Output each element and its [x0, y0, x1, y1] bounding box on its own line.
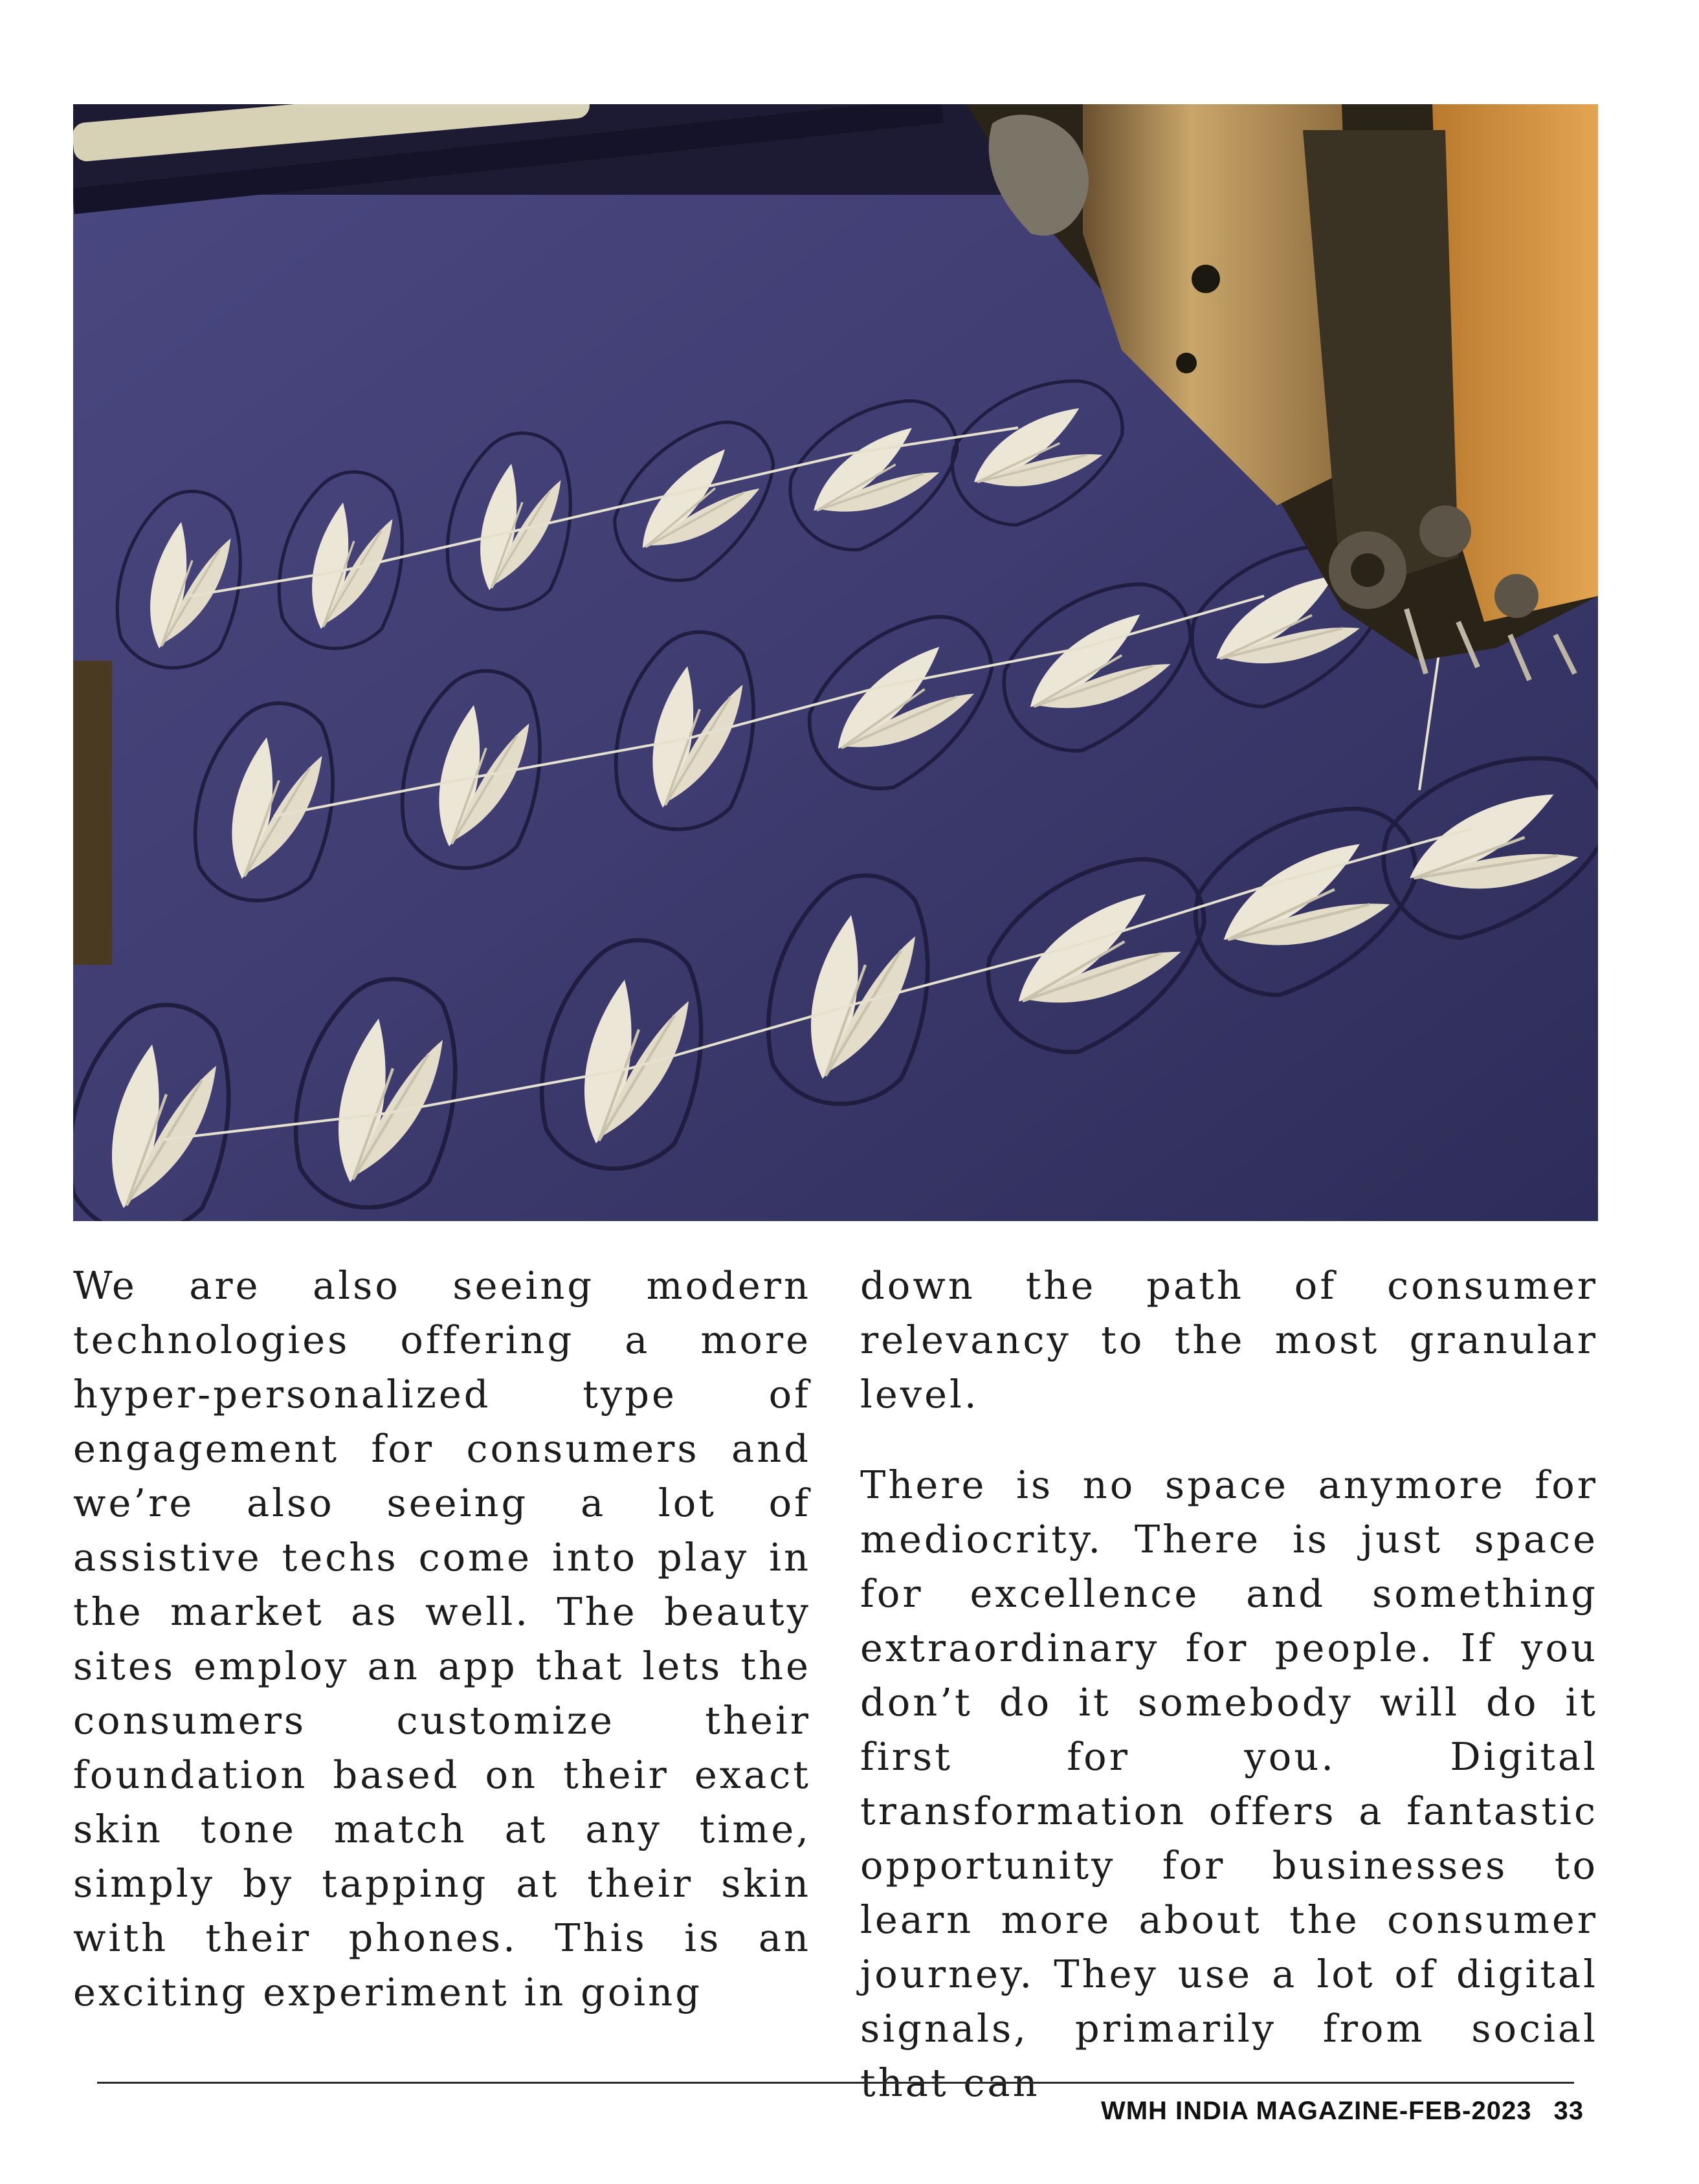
page-footer	[1101, 2097, 1584, 2126]
article-column-right	[860, 1259, 1598, 2146]
embroidery-illustration	[73, 104, 1598, 1221]
paragraph: There is no space anymore for mediocrity. There is just space for excellence and something extraordinary for people. If you don’t do it somebody will do it first for you. Digital transformation offers a fantastic opportunity for businesses to learn more about the consumer journey. They use a lot of digital signals, primarily from social that can	[860, 1462, 1598, 2105]
embroidery-photo	[73, 104, 1598, 1221]
footer-divider	[97, 2082, 1574, 2084]
page-number: 33	[1553, 2097, 1584, 2125]
article-column-left	[73, 1259, 811, 2056]
publication-title: WMH INDIA MAGAZINE-FEB-2023	[1100, 2097, 1532, 2125]
paragraph: down the path of consumer relevancy to the most granular level.	[860, 1263, 1598, 1417]
paragraph: We are also seeing modern technologies offering a more hyper-personalized type of engagement for consumers and we’re also seeing a lot of assistive techs come into play in the market as well. The beauty sites employ an app that lets the consumers customize their foundation based on their exact skin tone match at any time, simply by tapping at their skin with their phones. This is an exciting experiment in going	[73, 1263, 811, 2014]
